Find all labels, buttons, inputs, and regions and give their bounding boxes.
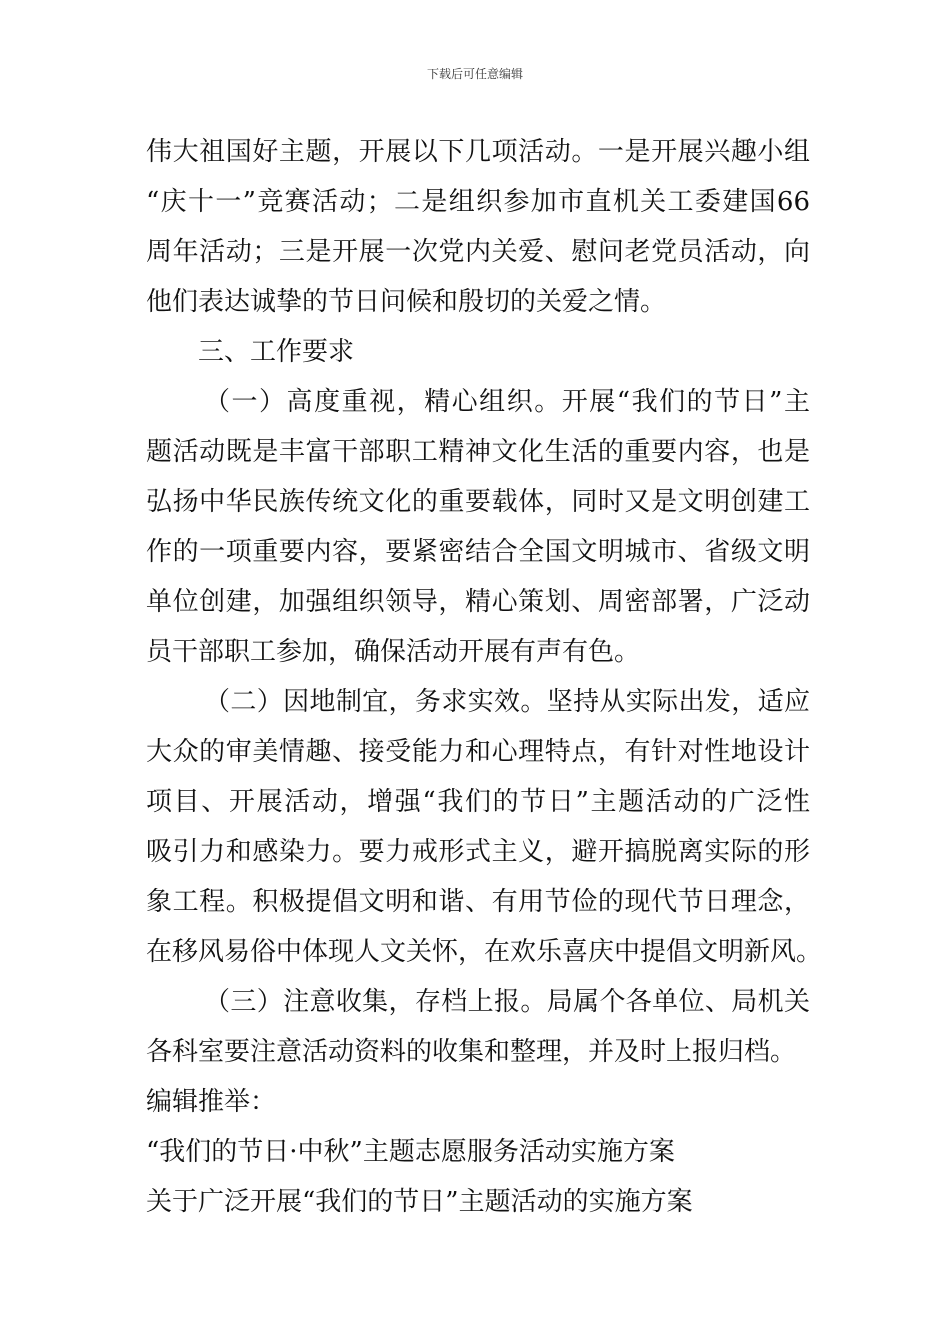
body-line: （二）因地制宜，务求实效。坚持从实际出发，适应 xyxy=(204,687,810,717)
page-header-note: 下载后可任意编辑 xyxy=(426,67,523,81)
body-line: 伟大祖国好主题，开展以下几项活动。一是开展兴趣小组 xyxy=(146,137,810,167)
document-body xyxy=(146,127,823,1227)
recommend-link-1[interactable]: “我们的节日·中秋”主题志愿服务活动实施方案 xyxy=(146,1137,675,1167)
recommend-label: 编辑推举： xyxy=(146,1087,277,1117)
body-line: 象工程。积极提倡文明和谐、有用节俭的现代节日理念， xyxy=(146,887,810,917)
body-line: 周年活动；三是开展一次党内关爱、慰问老党员活动，向 xyxy=(146,237,810,267)
body-line: 他们表达诚挚的节日问候和殷切的关爱之情。 xyxy=(146,287,667,317)
body-line: 弘扬中华民族传统文化的重要载体，同时又是文明创建工 xyxy=(146,487,810,517)
body-text xyxy=(146,127,823,1077)
body-line: 员干部职工参加，确保活动开展有声有色。 xyxy=(146,637,641,667)
body-line: 各科室要注意活动资料的收集和整理，并及时上报归档。 xyxy=(146,1037,797,1067)
body-line: 单位创建，加强组织领导，精心策划、周密部署，广泛动 xyxy=(146,587,810,617)
body-line: “庆十一”竞赛活动；二是组织参加市直机关工委建国66 xyxy=(146,187,810,217)
body-line: 三、工作要求 xyxy=(198,337,355,367)
body-line: （三）注意收集，存档上报。局属个各单位、局机关 xyxy=(204,987,810,1017)
body-line: 作的一项重要内容，要紧密结合全国文明城市、省级文明 xyxy=(146,537,810,567)
body-line: 项目、开展活动，增强“我们的节日”主题活动的广泛性 xyxy=(146,787,810,817)
body-line: 题活动既是丰富干部职工精神文化生活的重要内容，也是 xyxy=(146,437,810,467)
body-line: 在移风易俗中体现人文关怀，在欢乐喜庆中提倡文明新风。 xyxy=(146,937,823,967)
body-line: （一）高度重视，精心组织。开展“我们的节日”主 xyxy=(204,387,810,417)
recommend-link-2[interactable]: 关于广泛开展“我们的节日”主题活动的实施方案 xyxy=(146,1187,693,1217)
body-line: 大众的审美情趣、接受能力和心理特点，有针对性地设计 xyxy=(146,737,810,767)
body-line: 吸引力和感染力。要力戒形式主义，避开搞脱离实际的形 xyxy=(146,837,810,867)
